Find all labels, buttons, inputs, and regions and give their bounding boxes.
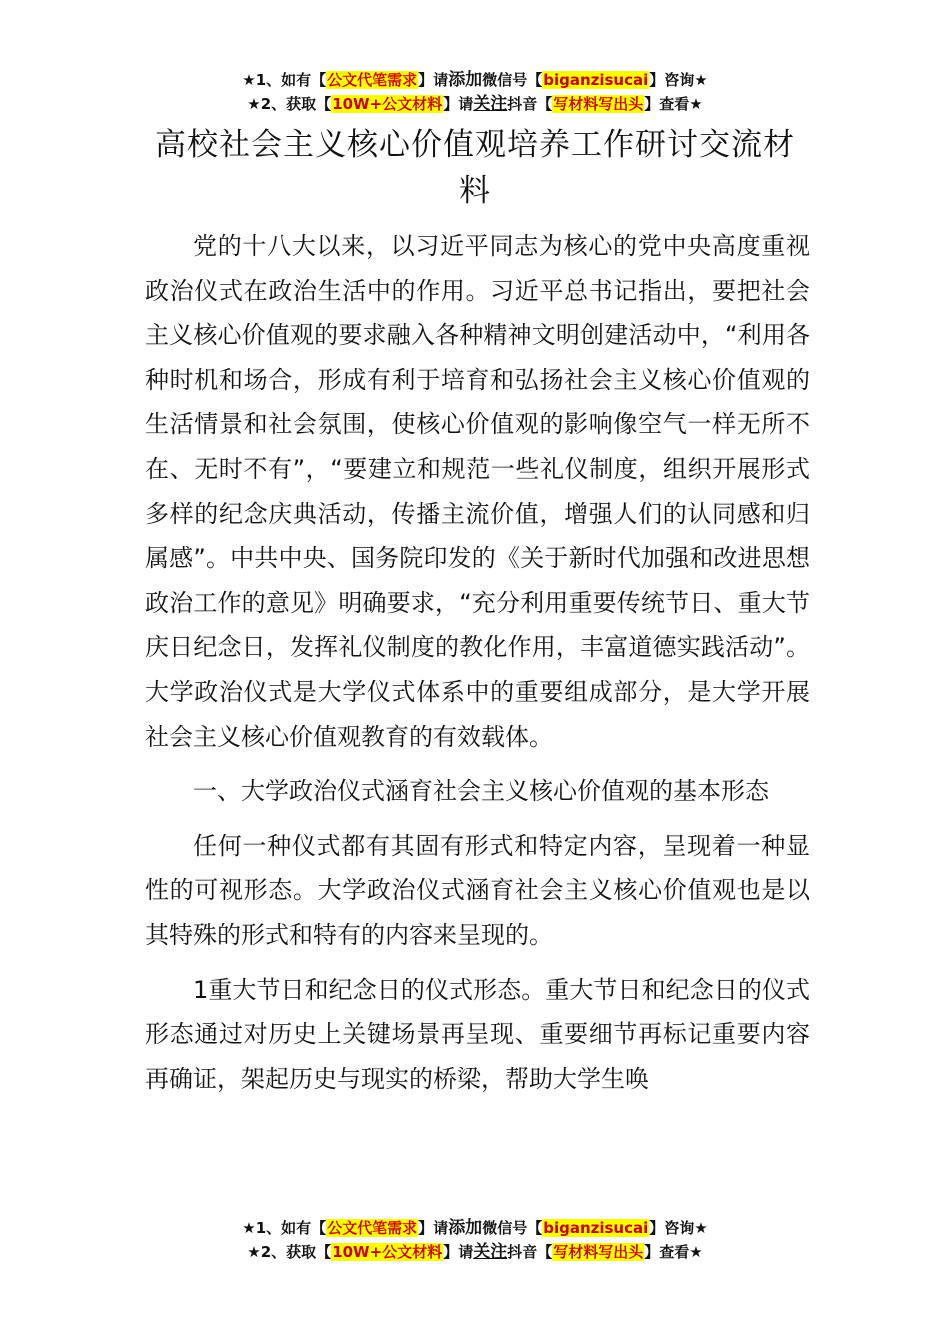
banner-text: ★1、如有【 (242, 1219, 327, 1237)
document-title: 高校社会主义核心价值观培养工作研讨交流材料 (155, 127, 795, 209)
banner-text: ★1、如有【 (242, 71, 327, 89)
footer-banner (0, 1216, 950, 1264)
highlight-text: biganzisucai (543, 1219, 649, 1237)
banner-text: 】咨询★ (649, 1219, 708, 1237)
banner-text: ★2、获取【 (247, 95, 332, 113)
body-paragraph: 任何一种仪式都有其固有形式和特定内容，呈现着一种显性的可视形态。大学政治仪式涵育社会主义核心价值观也是以其特殊的形式和特有的内容来呈现的。 (145, 831, 810, 949)
banner-text: 】请 (418, 71, 449, 89)
highlight-text: 公文代笔需求 (327, 1219, 418, 1237)
emphasis-text: 关注 (473, 94, 508, 114)
banner-text: 抖音【 (507, 95, 553, 113)
banner-line-1 (0, 1216, 950, 1240)
banner-text: 】咨询★ (649, 71, 708, 89)
banner-line-2 (0, 1240, 950, 1264)
emphasis-text: 添加 (448, 1218, 483, 1238)
highlight-text: 公文代笔需求 (327, 71, 418, 89)
highlight-text: 写材料写出头 (553, 95, 644, 113)
banner-line-1 (0, 68, 950, 92)
header-banner (0, 68, 950, 116)
emphasis-text: 关注 (473, 1242, 508, 1262)
highlight-text: 写材料写出头 (553, 1243, 644, 1261)
highlight-text: 10W+公文材料 (332, 1243, 443, 1261)
banner-text: 】请 (418, 1219, 449, 1237)
banner-text: 微信号【 (482, 71, 543, 89)
body-paragraph: 党的十八大以来，以习近平同志为核心的党中央高度重视政治仪式在政治生活中的作用。习近平总书记指出，要把社会主义核心价值观的要求融入各种精神文明创建活动中，“利用各种时机和场合，形成有利于培育和弘扬社会主义核心价值观的生活情景和社会氛围，使核心价值观的影响像空气一样无所不在、无时不有”，“要建立和规范一些礼仪制度，组织开展形式多样的纪念庆典活动，传播主流价值，增强人们的认同感和归属感”。中共中央、国务院印发的《关于新时代加强和改进思想政治工作的意见》明确要求，“充分利用重要传统节日、重大节庆日纪念日，发挥礼仪制度的教化作用，丰富道德实践活动”。大学政治仪式是大学仪式体系中的重要组成部分，是大学开展社会主义核心价值观教育的有效载体。 (145, 232, 810, 751)
banner-text: 抖音【 (507, 1243, 553, 1261)
emphasis-text: 添加 (448, 70, 483, 90)
banner-text: 】查看★ (644, 95, 703, 113)
body-paragraph: 1重大节日和纪念日的仪式形态。重大节日和纪念日的仪式形态通过对历史上关键场景再呈现、重要细节再标记重要内容再确证，架起历史与现实的桥梁，帮助大学生唤 (145, 975, 810, 1093)
banner-line-2 (0, 92, 950, 116)
document-body (145, 224, 810, 1111)
highlight-text: biganzisucai (543, 71, 649, 89)
banner-text: 】查看★ (644, 1243, 703, 1261)
banner-text: 】请 (443, 1243, 474, 1261)
banner-text: ★2、获取【 (247, 1243, 332, 1261)
banner-text: 】请 (443, 95, 474, 113)
banner-text: 微信号【 (482, 1219, 543, 1237)
section-heading: 一、大学政治仪式涵育社会主义核心价值观的基本形态 (193, 777, 769, 806)
highlight-text: 10W+公文材料 (332, 95, 443, 113)
